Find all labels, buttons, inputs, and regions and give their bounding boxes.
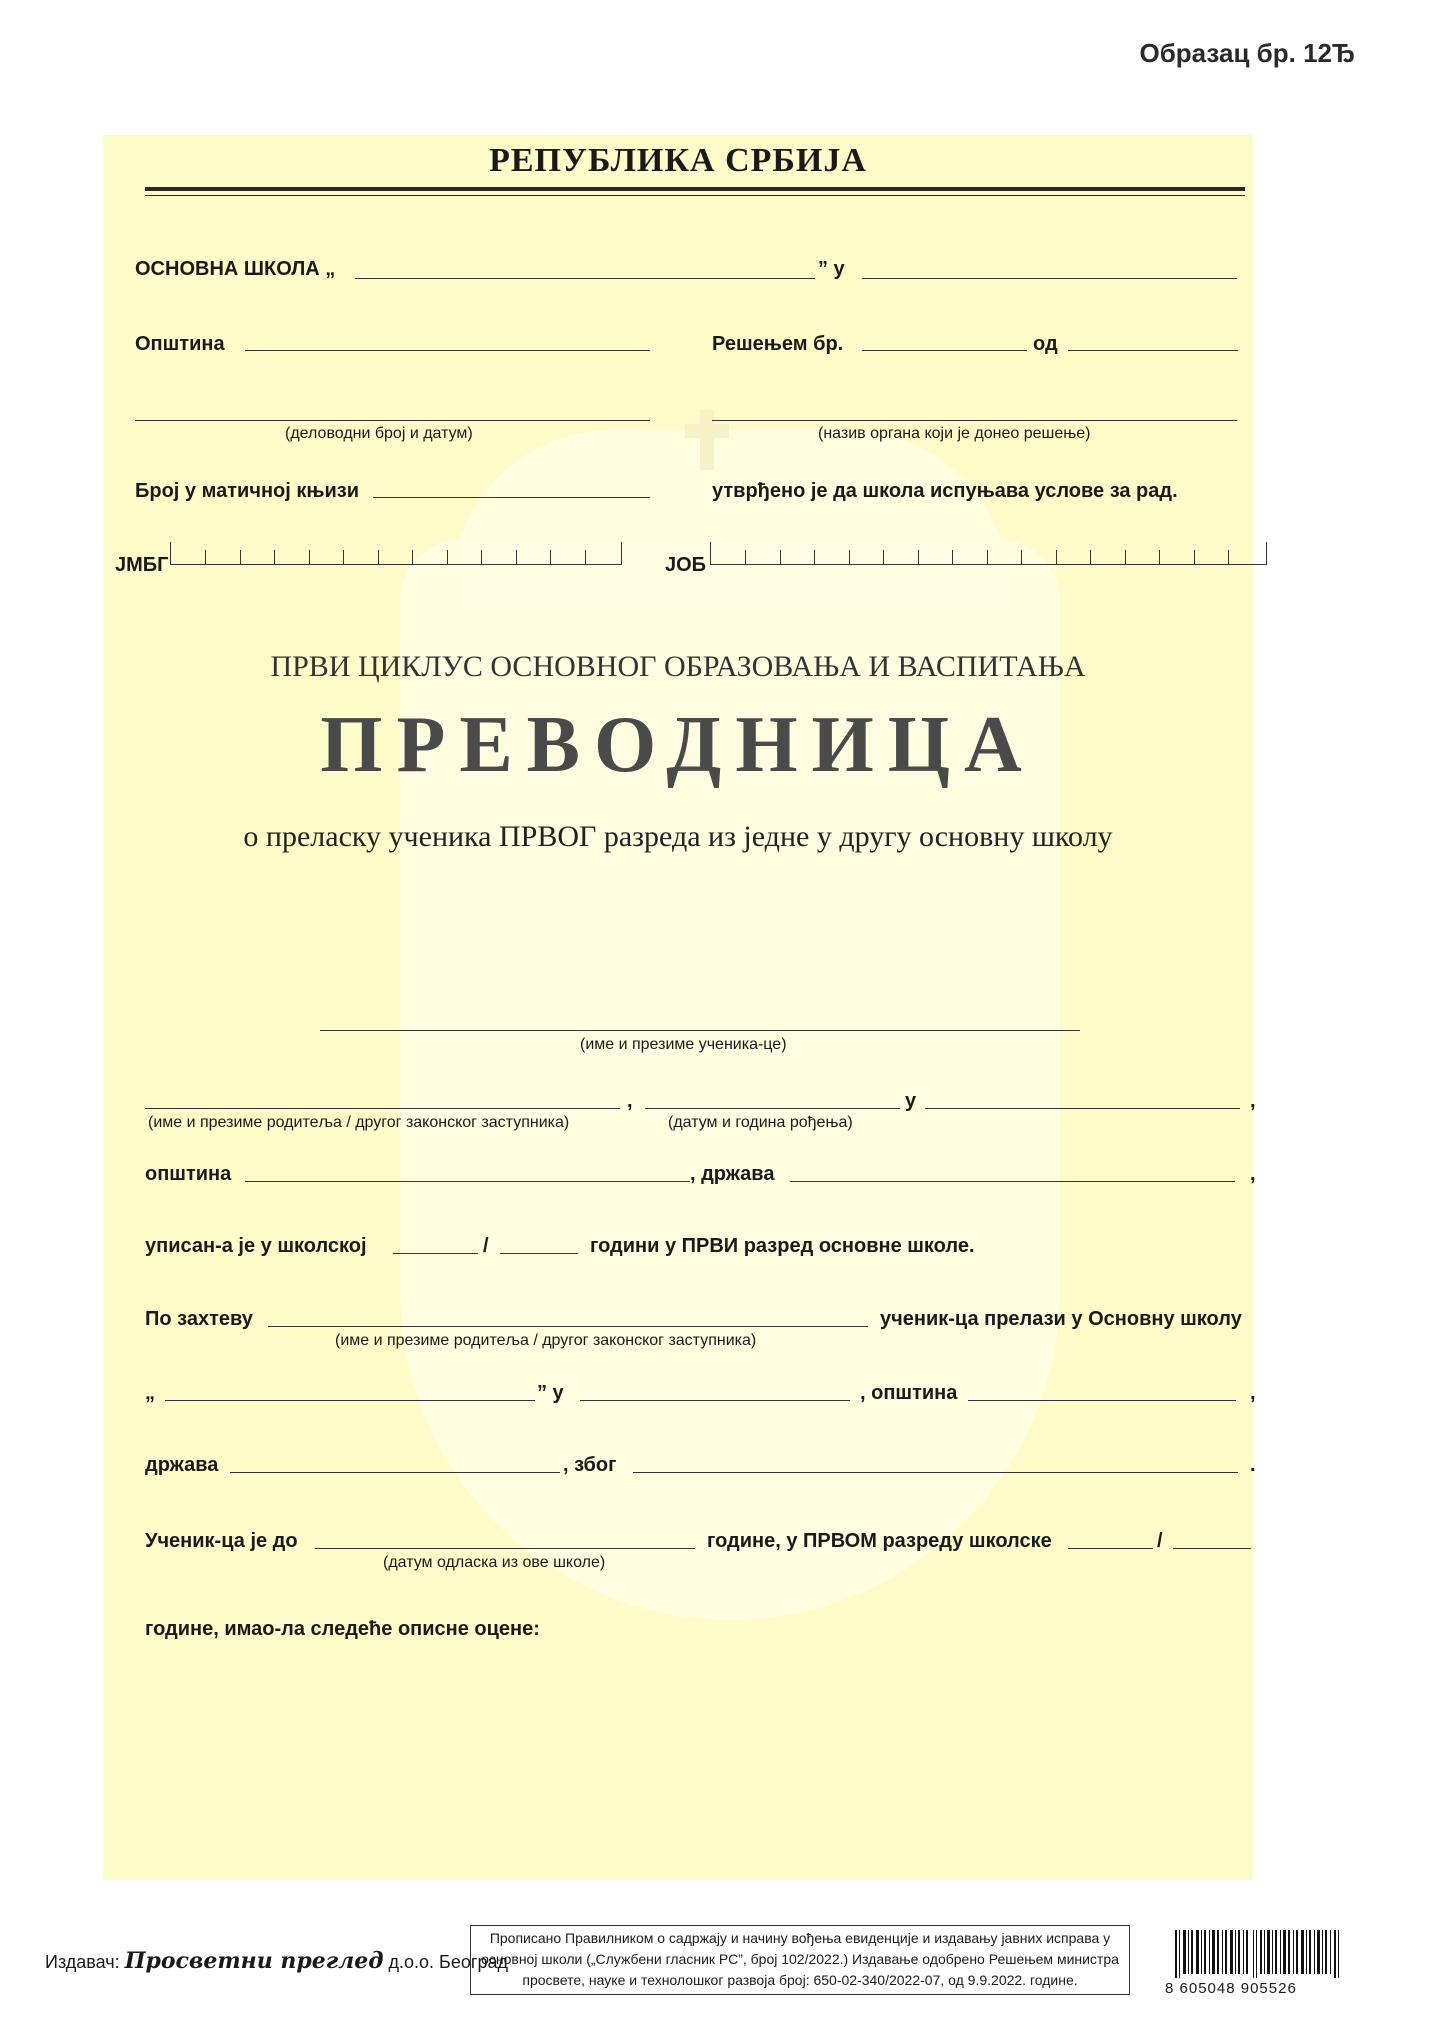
comma-1: ,	[627, 1090, 633, 1112]
request-parent-field[interactable]	[268, 1326, 868, 1327]
student-name-field[interactable]	[320, 1030, 1080, 1031]
school-year-to-field[interactable]	[1173, 1548, 1251, 1549]
publisher-suffix: д.о.о. Београд	[388, 1952, 508, 1972]
new-school-name-field[interactable]	[165, 1400, 535, 1401]
school-label: ОСНОВНА ШКОЛА „	[135, 258, 336, 280]
new-school-municipality-label: , општина	[860, 1382, 958, 1404]
barcode-icon	[1175, 1930, 1340, 1978]
birth-date-hint: (датум и година рођења)	[668, 1114, 853, 1131]
student-state-label: , држава	[690, 1163, 775, 1185]
new-school-place-label: ” у	[537, 1382, 564, 1404]
leave-date-hint: (датум одласка из ове школе)	[383, 1554, 606, 1571]
municipality-label: Општина	[135, 333, 225, 355]
new-school-place-field[interactable]	[580, 1400, 850, 1401]
school-year-from-field[interactable]	[1068, 1548, 1153, 1549]
registry-field[interactable]	[373, 497, 650, 498]
student-state-field[interactable]	[790, 1181, 1235, 1182]
enrolled-slash: /	[483, 1235, 489, 1257]
leave-date-field[interactable]	[315, 1548, 695, 1549]
decision-from-label: од	[1033, 333, 1058, 355]
job-field[interactable]	[710, 542, 1267, 565]
document-title: ПРЕВОДНИЦА	[320, 701, 1036, 789]
legal-notice: Прописано Правилником о садржају и начину вођења евиденције и издавању јавних исправа у основној школи („Службени гласник РС”, број 102/2022.) Издавање одобрено Решењем министра просвете, науке и технолошког развоја број: 650-02-340/2022-07, од 9.9.2022. године.	[470, 1925, 1130, 1995]
heading-rule-thick	[145, 187, 1245, 191]
reason-label: , због	[563, 1454, 617, 1476]
document-subtitle: о преласку ученика ПРВОГ разреда из једне у другу основну школу	[243, 820, 1113, 853]
grades-area[interactable]	[150, 1660, 1240, 1860]
publisher-line	[45, 1948, 508, 1974]
request-parent-hint: (име и презиме родитеља / другог законског заступника)	[335, 1332, 757, 1349]
student-until-label: Ученик-ца је до	[145, 1530, 298, 1552]
enrolled-year-from-field[interactable]	[393, 1253, 478, 1254]
school-place-label: ” у	[818, 258, 845, 280]
decision-label: Решењем бр.	[712, 333, 844, 355]
jmbg-field[interactable]	[170, 542, 622, 565]
birth-place-field[interactable]	[925, 1108, 1240, 1109]
student-name-hint: (име и презиме ученика-це)	[580, 1036, 787, 1053]
authority-field[interactable]	[712, 420, 1237, 421]
enrolled-tail: години у ПРВИ разред основне школе.	[590, 1235, 975, 1257]
new-state-field[interactable]	[230, 1472, 560, 1473]
watermark-cross-bar	[685, 424, 729, 438]
barcode-number: 8 605048 905526	[1165, 1980, 1297, 1997]
ref-number-field[interactable]	[135, 420, 650, 421]
heading-rule-thin	[145, 195, 1245, 196]
publisher-label: Издавач:	[45, 1952, 120, 1972]
jmbg-label: ЈМБГ	[115, 554, 169, 576]
ref-number-hint: (деловодни број и датум)	[285, 425, 473, 442]
grades-label: године, имао-ла следеће описне оцене:	[145, 1618, 540, 1640]
municipality-field[interactable]	[245, 350, 650, 351]
reason-period: .	[1250, 1454, 1256, 1476]
authority-hint: (назив органа који је донео решење)	[818, 425, 1091, 442]
comma-2: ,	[1250, 1090, 1256, 1112]
enrolled-year-to-field[interactable]	[500, 1253, 578, 1254]
reason-field[interactable]	[633, 1472, 1238, 1473]
birth-date-field[interactable]	[645, 1108, 900, 1109]
student-municipality-field[interactable]	[245, 1181, 690, 1182]
birth-place-label: у	[905, 1090, 917, 1112]
watermark-cross-icon	[700, 410, 714, 470]
form-number: Образац бр. 12Ђ	[1139, 38, 1355, 68]
request-label: По захтеву	[145, 1308, 253, 1330]
parent-name-hint: (име и презиме родитеља / другог законског заступника)	[148, 1114, 570, 1131]
decision-number-field[interactable]	[862, 350, 1027, 351]
conditions-text: утврђено је да школа испуњава услове за рад.	[712, 480, 1178, 502]
school-name-field[interactable]	[355, 278, 815, 279]
enrolled-label: уписан-а је у школској	[145, 1235, 367, 1257]
cycle-heading: ПРВИ ЦИКЛУС ОСНОВНОГ ОБРАЗОВАЊА И ВАСПИТАЊА	[270, 650, 1086, 683]
student-municipality-label: општина	[145, 1163, 232, 1185]
new-school-municipality-field[interactable]	[968, 1400, 1236, 1401]
first-grade-year-label: године, у ПРВОМ разреду школске	[707, 1530, 1052, 1552]
request-tail: ученик-ца прелази у Основну школу	[880, 1308, 1242, 1330]
publisher-logo: Просветни преглед	[124, 1948, 384, 1974]
school-place-field[interactable]	[862, 278, 1237, 279]
comma-3: ,	[1250, 1163, 1256, 1185]
republic-heading: РЕПУБЛИКА СРБИЈА	[489, 142, 867, 179]
decision-date-field[interactable]	[1068, 350, 1238, 351]
registry-label: Број у матичној књизи	[135, 480, 360, 502]
new-state-label: држава	[145, 1454, 219, 1476]
new-school-open-quote: „	[145, 1382, 155, 1404]
job-label: ЈОБ	[665, 554, 707, 576]
parent-name-field[interactable]	[145, 1108, 620, 1109]
school-year-slash: /	[1157, 1530, 1163, 1552]
comma-4: ,	[1250, 1382, 1256, 1404]
